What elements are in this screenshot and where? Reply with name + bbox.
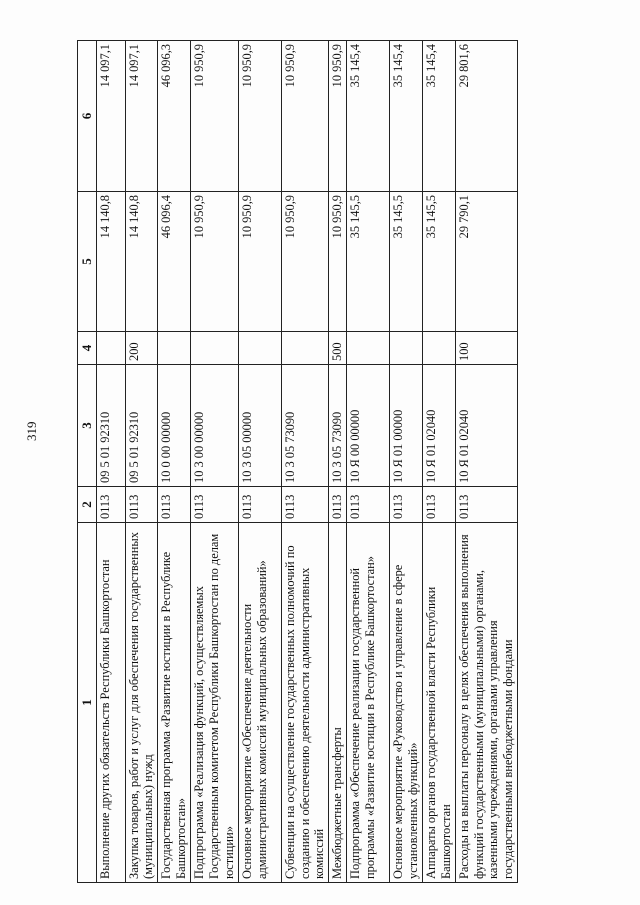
- row-name: Основное мероприятие «Обеспечение деятельности административных комиссий муниципальных образований»: [238, 523, 281, 883]
- page-number: 319: [24, 421, 39, 441]
- row-csr: 10 3 05 73090: [281, 365, 329, 487]
- header-col-4: 4: [78, 332, 97, 365]
- table-row: [455, 41, 518, 883]
- row-value-2: 29 801,6: [455, 41, 518, 192]
- row-vr: [390, 332, 423, 365]
- row-ved: 0113: [281, 487, 329, 523]
- row-name: Закупка товаров, работ и услуг для обеспечения государственных (муниципальных) нужд: [125, 523, 158, 883]
- header-col-1: 1: [78, 523, 97, 883]
- table-row: [191, 41, 239, 883]
- row-value-2: 14 097,1: [96, 41, 125, 192]
- row-csr: 10 Я 00 00000: [347, 365, 390, 487]
- row-value-2: 35 145,4: [347, 41, 390, 192]
- row-name: Государственная программа «Развитие юстиции в Республике Башкортостан»: [158, 523, 191, 883]
- row-csr: 10 0 00 00000: [158, 365, 191, 487]
- row-name: Межбюджетные трансферты: [329, 523, 347, 883]
- row-vr: 200: [125, 332, 158, 365]
- table-row: [390, 41, 423, 883]
- row-value-1: 14 140,8: [96, 192, 125, 332]
- header-col-3: 3: [78, 365, 97, 487]
- row-name: Подпрограмма «Обеспечение реализации государственной программы «Развитие юстиции в Республике Башкортостан»: [347, 523, 390, 883]
- row-csr: 10 3 00 00000: [191, 365, 239, 487]
- row-vr: [281, 332, 329, 365]
- row-value-1: 10 950,9: [329, 192, 347, 332]
- row-vr: [96, 332, 125, 365]
- row-value-1: 46 096,4: [158, 192, 191, 332]
- row-vr: 500: [329, 332, 347, 365]
- row-value-1: 29 790,1: [455, 192, 518, 332]
- budget-table: [77, 40, 518, 883]
- row-value-2: 10 950,9: [281, 41, 329, 192]
- row-name: Субвенции на осуществление государственных полномочий по созданию и обеспечению деятельности административных комиссий: [281, 523, 329, 883]
- row-ved: 0113: [422, 487, 455, 523]
- header-col-6: 6: [78, 41, 97, 192]
- row-value-2: 35 145,4: [390, 41, 423, 192]
- row-csr: 10 Я 01 02040: [422, 365, 455, 487]
- row-vr: 100: [455, 332, 518, 365]
- budget-table-wrapper: [77, 41, 607, 883]
- row-value-2: 14 097,1: [125, 41, 158, 192]
- row-ved: 0113: [96, 487, 125, 523]
- row-ved: 0113: [390, 487, 423, 523]
- row-csr: 10 Я 01 00000: [390, 365, 423, 487]
- row-name: Подпрограмма «Реализация функций, осуществляемых Государственным комитетом Республики Башкортостан по делам юстиции»: [191, 523, 239, 883]
- row-name: Выполнение других обязательств Республики Башкортостан: [96, 523, 125, 883]
- row-value-2: 10 950,9: [329, 41, 347, 192]
- row-csr: 10 3 05 00000: [238, 365, 281, 487]
- row-value-2: 10 950,9: [238, 41, 281, 192]
- row-vr: [347, 332, 390, 365]
- table-row: [158, 41, 191, 883]
- table-row: [125, 41, 158, 883]
- row-value-2: 10 950,9: [191, 41, 239, 192]
- row-vr: [238, 332, 281, 365]
- table-row: [238, 41, 281, 883]
- row-value-1: 35 145,5: [390, 192, 423, 332]
- row-value-1: 35 145,5: [422, 192, 455, 332]
- table-row: [281, 41, 329, 883]
- row-csr: 09 5 01 92310: [125, 365, 158, 487]
- row-value-2: 46 096,3: [158, 41, 191, 192]
- row-value-1: 14 140,8: [125, 192, 158, 332]
- header-col-2: 2: [78, 487, 97, 523]
- row-ved: 0113: [455, 487, 518, 523]
- row-value-1: 35 145,5: [347, 192, 390, 332]
- row-csr: 10 3 05 73090: [329, 365, 347, 487]
- row-csr: 10 Я 01 02040: [455, 365, 518, 487]
- row-vr: [422, 332, 455, 365]
- row-name: Аппараты органов государственной власти Республики Башкортостан: [422, 523, 455, 883]
- row-csr: 09 5 01 92310: [96, 365, 125, 487]
- table-header-row: [78, 41, 97, 883]
- row-ved: 0113: [125, 487, 158, 523]
- table-row: [422, 41, 455, 883]
- row-ved: 0113: [238, 487, 281, 523]
- table-row: [347, 41, 390, 883]
- row-value-2: 35 145,4: [422, 41, 455, 192]
- header-col-5: 5: [78, 192, 97, 332]
- row-vr: [191, 332, 239, 365]
- row-ved: 0113: [329, 487, 347, 523]
- row-value-1: 10 950,9: [238, 192, 281, 332]
- table-row: [329, 41, 347, 883]
- row-name: Расходы на выплаты персоналу в целях обеспечения выполнения функций государственными (муниципальными) органами, казенными учреждениями, органами управления государственными внебюджетными фондами: [455, 523, 518, 883]
- row-value-1: 10 950,9: [281, 192, 329, 332]
- row-ved: 0113: [347, 487, 390, 523]
- row-ved: 0113: [158, 487, 191, 523]
- row-name: Основное мероприятие «Руководство и управление в сфере установленных функций»: [390, 523, 423, 883]
- row-ved: 0113: [191, 487, 239, 523]
- row-value-1: 10 950,9: [191, 192, 239, 332]
- table-row: [96, 41, 125, 883]
- row-vr: [158, 332, 191, 365]
